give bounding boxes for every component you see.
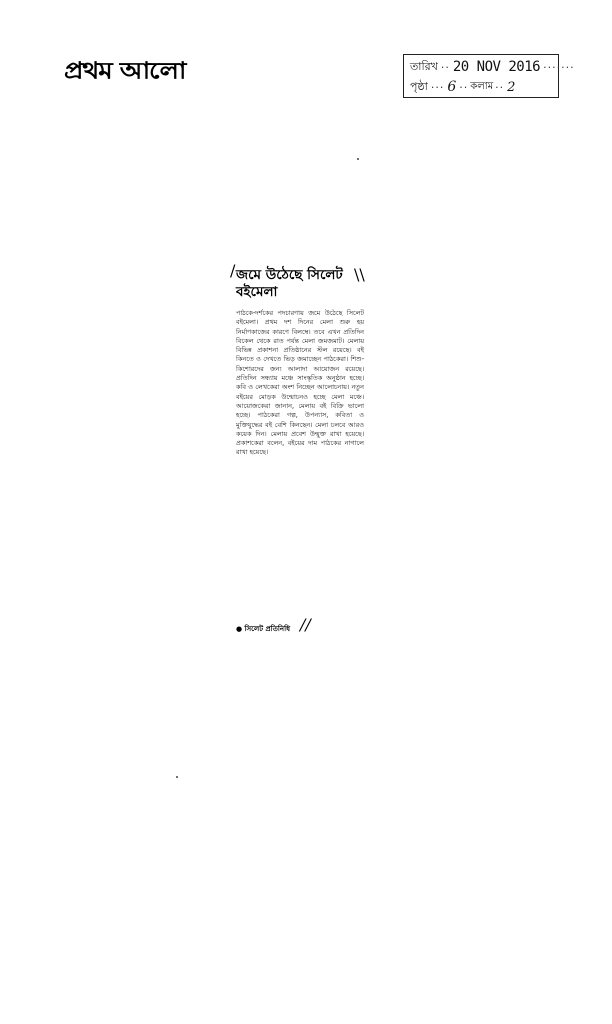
masthead-logo: প্রথম আলো: [64, 57, 186, 85]
article-body: পাঠকে-দর্শকের পদচারণায় জমে উঠেছে সিলেট বইমেলা। প্রথম দশ দিনের মেলা শুরু হয় নির্মাণকাজের কারণে বিলম্বে। তবে এখন প্রতিদিন বিকেল থেকে রাত পর্যন্ত মেলা জমজমাট। মেলায় বিভিন্ন প্রকাশনা প্রতিষ্ঠানের স্টল রয়েছে। বই কিনতে ও দেখতে ভিড় জমাচ্ছেন পাঠকেরা। শিশু-কিশোরদের জন্য আলাদা আয়োজন রয়েছে। প্রতিদিন সন্ধ্যায় মঞ্চে সাংস্কৃতিক অনুষ্ঠান হচ্ছে। কবি ও লেখকেরা অংশ নিচ্ছেন আলোচনায়। নতুন বইয়ের মোড়ক উন্মোচনও হচ্ছে মেলা মঞ্চে। আয়োজকেরা জানান, মেলায় বই বিক্রি ভালো হচ্ছে। পাঠকেরা গল্প, উপন্যাস, কবিতা ও মুক্তিযুদ্ধের বই বেশি কিনছেন। মেলা চলবে আরও কয়েক দিন। মেলায় প্রবেশ উন্মুক্ত রাখা হয়েছে। প্রকাশকেরা বলেন, বইয়ের দাম পাঠকের নাগালে রাখা হয়েছে।: [236, 309, 364, 457]
stamp-column-label: কলাম: [470, 80, 494, 92]
stamp-column-value: 2: [507, 79, 516, 95]
stamp-page-label: পৃষ্ঠা: [410, 79, 428, 93]
headline-line-1: জমে উঠেছে সিলেট: [236, 267, 343, 283]
headline-line-2: বইমেলা: [236, 284, 278, 300]
stamp-page-value: 6: [447, 79, 457, 95]
quote-close-mark: \\: [354, 265, 365, 284]
stamp-date-row: তারিখ ·· 20 NOV 2016 ·······: [410, 59, 575, 75]
article-byline: ● সিলেট প্রতিনিধি: [236, 625, 291, 633]
scan-speck: [176, 776, 178, 778]
news-clipping: [230, 263, 373, 643]
stamp-date-label: তারিখ: [410, 59, 438, 73]
stamp-date-value: 20 NOV 2016: [452, 59, 541, 75]
date-stamp: [403, 54, 575, 98]
quote-open-mark: /: [230, 261, 236, 280]
article-headline: [236, 267, 358, 301]
end-mark: //: [300, 615, 311, 634]
stamp-page-row: পৃষ্ঠা ··· 6 ·· কলাম ·· 2: [410, 79, 516, 95]
scan-speck: [357, 158, 359, 160]
